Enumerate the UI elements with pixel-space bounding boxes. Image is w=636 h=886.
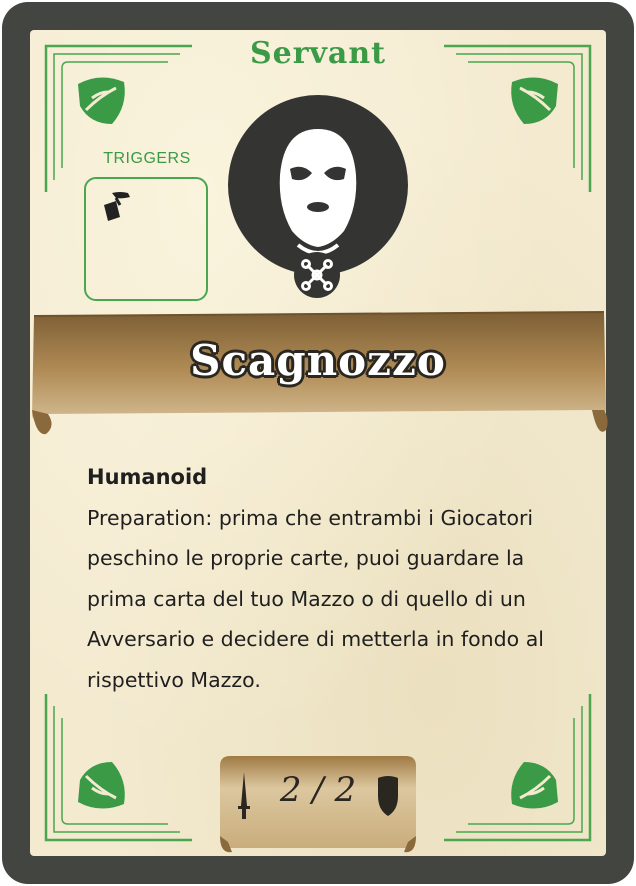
card-name: Scagnozzo: [190, 336, 446, 385]
keyword: Humanoid: [87, 465, 208, 489]
class-badge: [294, 252, 340, 298]
triggers-box: [84, 177, 208, 301]
hand-holding-card-icon: [98, 187, 138, 227]
stats-value: 2 / 2: [279, 770, 357, 810]
balaclava-mask-icon: [228, 95, 408, 275]
triggers-label: TRIGGERS: [103, 150, 191, 167]
crossed-bones-icon: [294, 252, 340, 298]
rules-text: [87, 457, 567, 700]
ability-text: Preparation: prima che entrambi i Giocatori peschino le proprie carte, puoi guardare la prima carta del tuo Mazzo o di quello di un Avversario e decidere di metterla in fondo al rispettivo Mazzo.: [87, 505, 544, 692]
card-type: Servant: [249, 36, 387, 71]
portrait: [228, 95, 408, 275]
